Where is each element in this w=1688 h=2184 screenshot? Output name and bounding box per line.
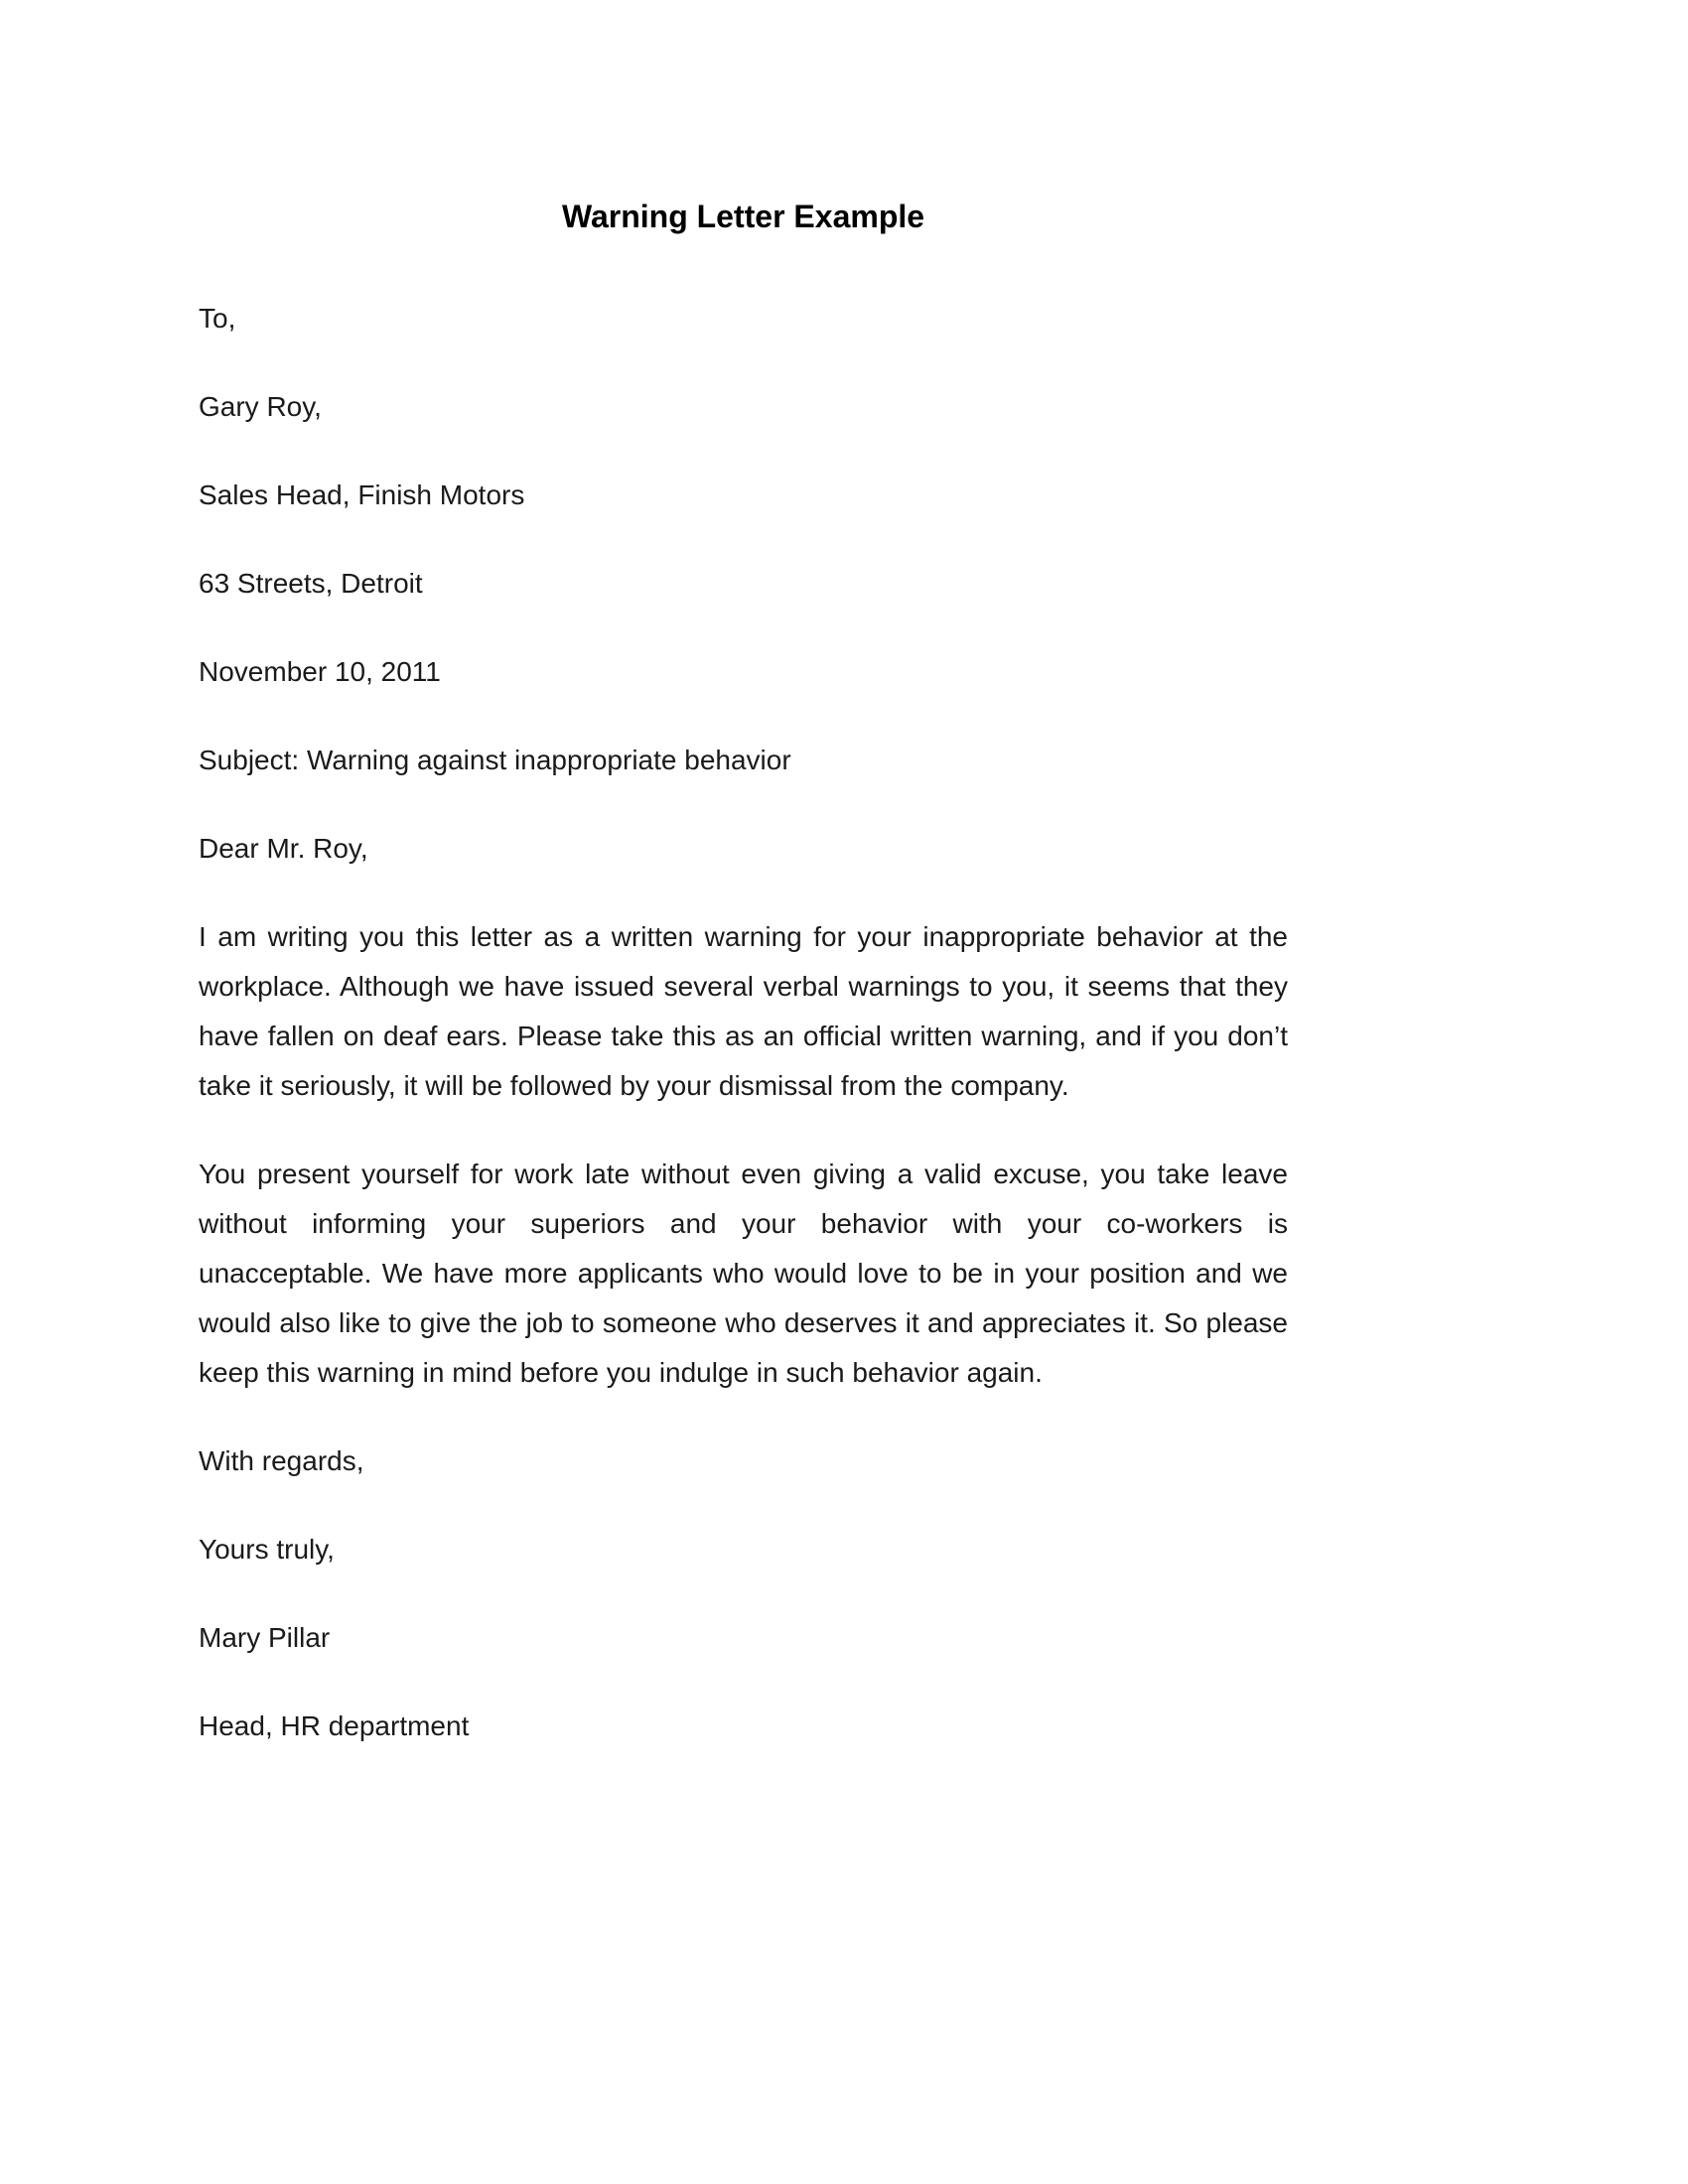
sender-name: Mary Pillar <box>199 1622 331 1653</box>
sender-title: Head, HR department <box>199 1710 470 1741</box>
greeting: Dear Mr. Roy, <box>199 833 368 864</box>
recipient-address: 63 Streets, Detroit <box>199 568 423 599</box>
recipient-name: Gary Roy, <box>199 391 322 422</box>
document-title: Warning Letter Example <box>561 199 925 234</box>
letter-subject: Subject: Warning against inappropriate behavior <box>199 745 791 775</box>
letter-date: November 10, 2011 <box>199 656 441 687</box>
recipient-title: Sales Head, Finish Motors <box>199 479 525 510</box>
body-paragraph-1: I am writing you this letter as a written warning for your inappropriate behavior at the workplace. Although we have issued several verbal warnings to you, it seems that they have fallen on deaf ears. Please take this as an official written warning, and if you don’t take it seriously, it will be followed by your dismissal from the company. <box>199 921 1288 1101</box>
closing-regards: With regards, <box>199 1445 364 1476</box>
body-paragraph-2: You present yourself for work late without even giving a valid excuse, you take leave without informing your superiors and your behavior with your co-workers is unacceptable. We have more applicants who would love to be in your position and we would also like to give the job to someone who deserves it and appreciates it. So please keep this warning in mind before you indulge in such behavior again. <box>199 1159 1288 1388</box>
salutation-to: To, <box>199 303 236 334</box>
closing-yours: Yours truly, <box>199 1534 335 1565</box>
letter-body <box>199 294 1288 1790</box>
